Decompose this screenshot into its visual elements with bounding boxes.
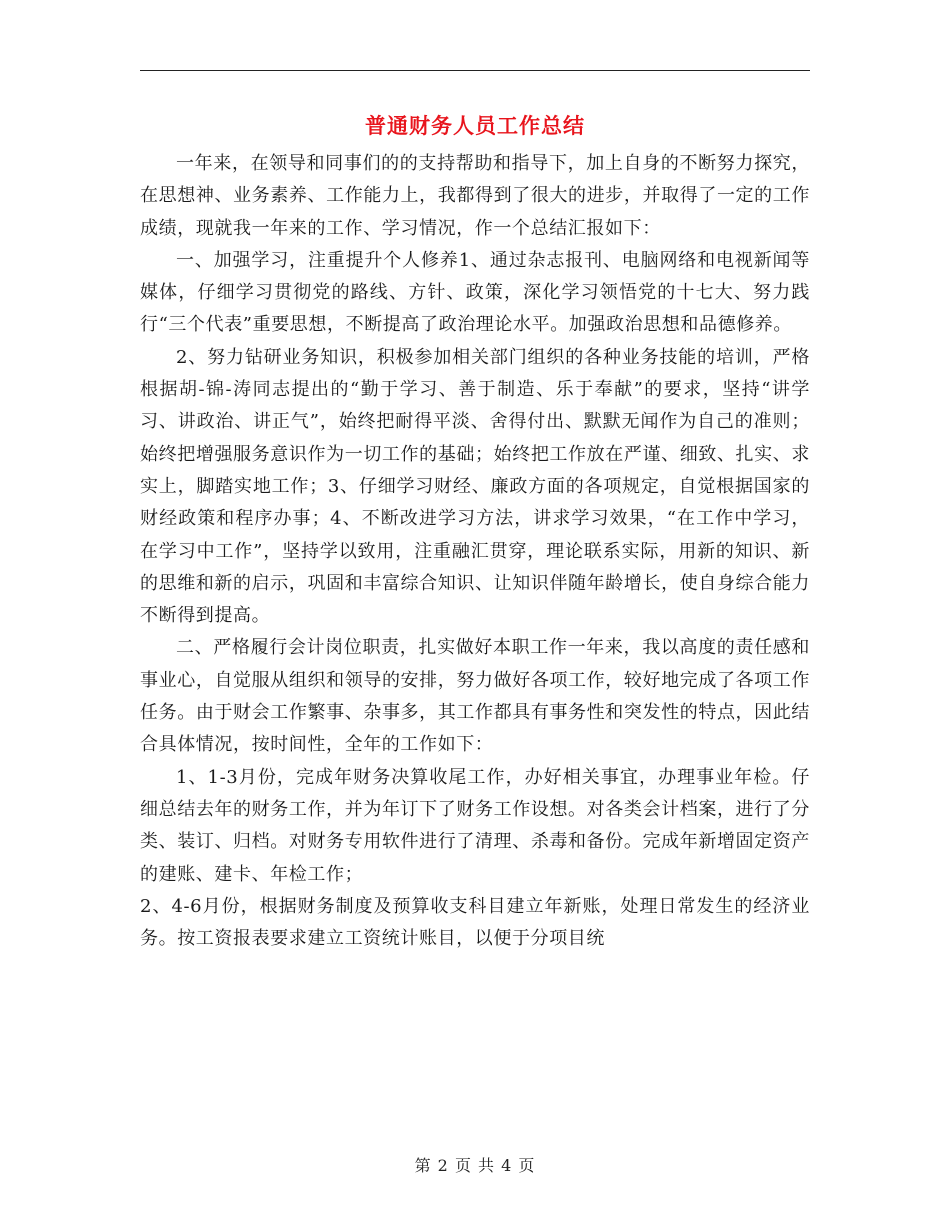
header-rule <box>140 70 810 71</box>
paragraph-section-2-item-2: 2、4-6月份，根据财务制度及预算收支科目建立年新账，处理日常发生的经济业务。按工资报表要求建立工资统计账目，以便于分项目统 <box>140 895 810 950</box>
paragraph-section-1-item-2: 2、努力钻研业务知识，积极参加相关部门组织的各种业务技能的培训，严格根据胡-锦-涛同志提出的“勤于学习、善于制造、乐于奉献”的要求，坚持“讲学习、讲政治、讲正气”，始终把耐得平淡、舍得付出、默默无闻作为自己的准则；始终把增强服务意识作为一切工作的基础；始终把工作放在严谨、细致、扎实、求实上，脚踏实地工作；3、仔细学习财经、廉政方面的各项规定，自觉根据国家的财经政策和程序办事；4、不断改进学习方法，讲求学习效果，“在工作中学习，在学习中工作”，坚持学以致用，注重融汇贯穿，理论联系实际，用新的知识、新的思维和新的启示，巩固和丰富综合知识、让知识伴随年龄增长，使自身综合能力不断得到提高。 <box>140 346 810 627</box>
page-number: 第 2 页 共 4 页 <box>414 1156 536 1175</box>
paragraph-section-2-item-1: 1、1-3月份，完成年财务决算收尾工作，办好相关事宜，办理事业年检。仔细总结去年的财务工作，并为年订下了财务工作设想。对各类会计档案，进行了分类、装订、归档。对财务专用软件进行了清理、杀毒和备份。完成年新增固定资产的建账、建卡、年检工作； <box>140 766 810 885</box>
document-body <box>140 148 810 955</box>
paragraph-section-1: 一、加强学习，注重提升个人修养1、通过杂志报刊、电脑网络和电视新闻等媒体，仔细学习贯彻党的路线、方针、政策，深化学习领悟党的十七大、努力践行“三个代表”重要思想，不断提高了政治理论水平。加强政治思想和品德修养。 <box>140 249 810 336</box>
paragraph-intro: 一年来，在领导和同事们的的支持帮助和指导下，加上自身的不断努力探究，在思想神、业务素养、工作能力上，我都得到了很大的进步，并取得了一定的工作成绩，现就我一年来的工作、学习情况，作一个总结汇报如下： <box>140 153 810 239</box>
document-title: 普通财务人员工作总结 <box>365 113 585 138</box>
paragraph-section-2: 二、严格履行会计岗位职责，扎实做好本职工作一年来，我以高度的责任感和事业心，自觉服从组织和领导的安排，努力做好各项工作，较好地完成了各项工作任务。由于财会工作繁事、杂事多，其工作都具有事务性和突发性的特点，因此结合具体情况，按时间性，全年的工作如下： <box>140 637 810 756</box>
